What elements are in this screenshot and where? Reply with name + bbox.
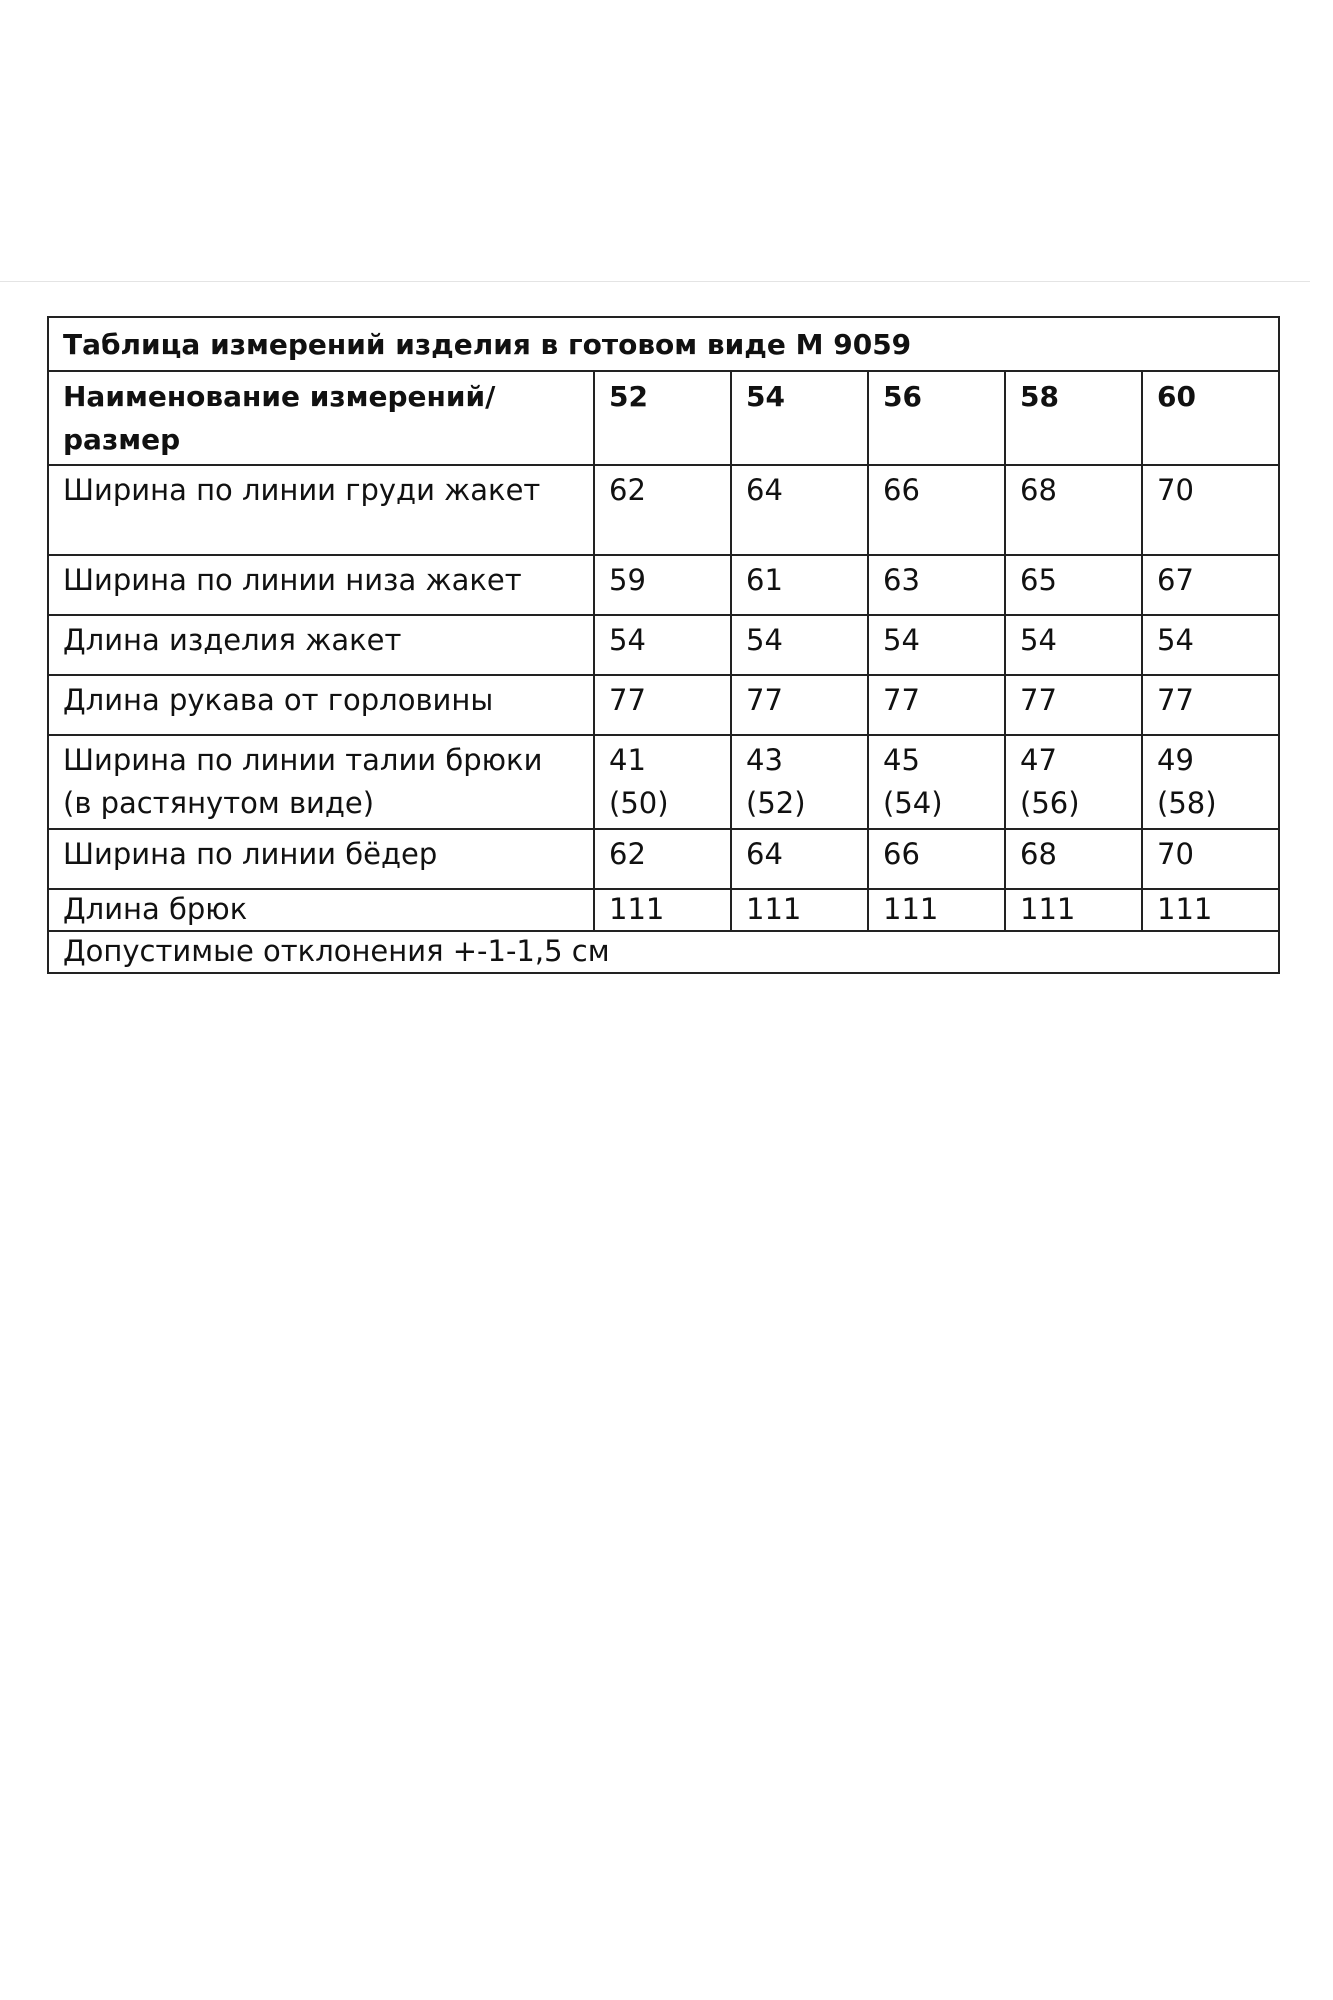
cell-value — [868, 735, 1005, 829]
table-footer-row — [48, 931, 1279, 973]
table-row — [48, 675, 1279, 735]
cell-value: 111 — [1005, 889, 1142, 931]
header-size: 60 — [1142, 371, 1279, 465]
cell-value: 66 — [868, 465, 1005, 555]
cell-value: 59 — [594, 555, 731, 615]
cell-value: 62 — [594, 465, 731, 555]
cell-value: 68 — [1005, 465, 1142, 555]
cell-value: 77 — [731, 675, 868, 735]
table-row — [48, 465, 1279, 555]
cell-value: 54 — [594, 615, 731, 675]
cell-value: 77 — [1142, 675, 1279, 735]
cell-value — [594, 735, 731, 829]
value-main: 41 — [609, 743, 646, 777]
cell-value: 66 — [868, 829, 1005, 889]
cell-value: 62 — [594, 829, 731, 889]
cell-value: 65 — [1005, 555, 1142, 615]
row-label: Ширина по линии груди жакет — [48, 465, 594, 555]
cell-value: 111 — [1142, 889, 1279, 931]
header-size: 54 — [731, 371, 868, 465]
header-name-label: Наименование измерений/размер — [48, 371, 594, 465]
row-label: Ширина по линии низа жакет — [48, 555, 594, 615]
table-row — [48, 735, 1279, 829]
cell-value — [731, 735, 868, 829]
table-row — [48, 829, 1279, 889]
cell-value: 77 — [594, 675, 731, 735]
page-divider — [0, 281, 1310, 282]
value-stretched: (54) — [883, 786, 943, 820]
table-row — [48, 555, 1279, 615]
cell-value: 54 — [868, 615, 1005, 675]
value-stretched: (50) — [609, 786, 669, 820]
header-size: 56 — [868, 371, 1005, 465]
row-label: Длина брюк — [48, 889, 594, 931]
value-main: 45 — [883, 743, 920, 777]
cell-value — [1142, 735, 1279, 829]
table-title-row — [48, 317, 1279, 371]
cell-value: 70 — [1142, 829, 1279, 889]
cell-value: 111 — [731, 889, 868, 931]
table-row — [48, 889, 1279, 931]
cell-value — [1005, 735, 1142, 829]
measurement-table-container — [47, 316, 1278, 974]
tolerance-note: Допустимые отклонения +-1-1,5 см — [48, 931, 1279, 973]
cell-value: 63 — [868, 555, 1005, 615]
cell-value: 111 — [868, 889, 1005, 931]
value-stretched: (58) — [1157, 786, 1217, 820]
cell-value: 77 — [868, 675, 1005, 735]
cell-value: 64 — [731, 465, 868, 555]
cell-value: 64 — [731, 829, 868, 889]
row-label: Ширина по линии талии брюки (в растянутом виде) — [48, 735, 594, 829]
cell-value: 54 — [1005, 615, 1142, 675]
cell-value: 54 — [731, 615, 868, 675]
table-title: Таблица измерений изделия в готовом виде М 9059 — [48, 317, 1279, 371]
cell-value: 77 — [1005, 675, 1142, 735]
value-main: 43 — [746, 743, 783, 777]
table-row — [48, 615, 1279, 675]
cell-value: 68 — [1005, 829, 1142, 889]
table-header-row — [48, 371, 1279, 465]
value-main: 49 — [1157, 743, 1194, 777]
value-stretched: (52) — [746, 786, 806, 820]
measurement-table — [47, 316, 1280, 974]
row-label: Длина изделия жакет — [48, 615, 594, 675]
header-size: 58 — [1005, 371, 1142, 465]
value-stretched: (56) — [1020, 786, 1080, 820]
row-label: Длина рукава от горловины — [48, 675, 594, 735]
row-label: Ширина по линии бёдер — [48, 829, 594, 889]
cell-value: 111 — [594, 889, 731, 931]
header-size: 52 — [594, 371, 731, 465]
cell-value: 70 — [1142, 465, 1279, 555]
cell-value: 54 — [1142, 615, 1279, 675]
cell-value: 67 — [1142, 555, 1279, 615]
value-main: 47 — [1020, 743, 1057, 777]
cell-value: 61 — [731, 555, 868, 615]
